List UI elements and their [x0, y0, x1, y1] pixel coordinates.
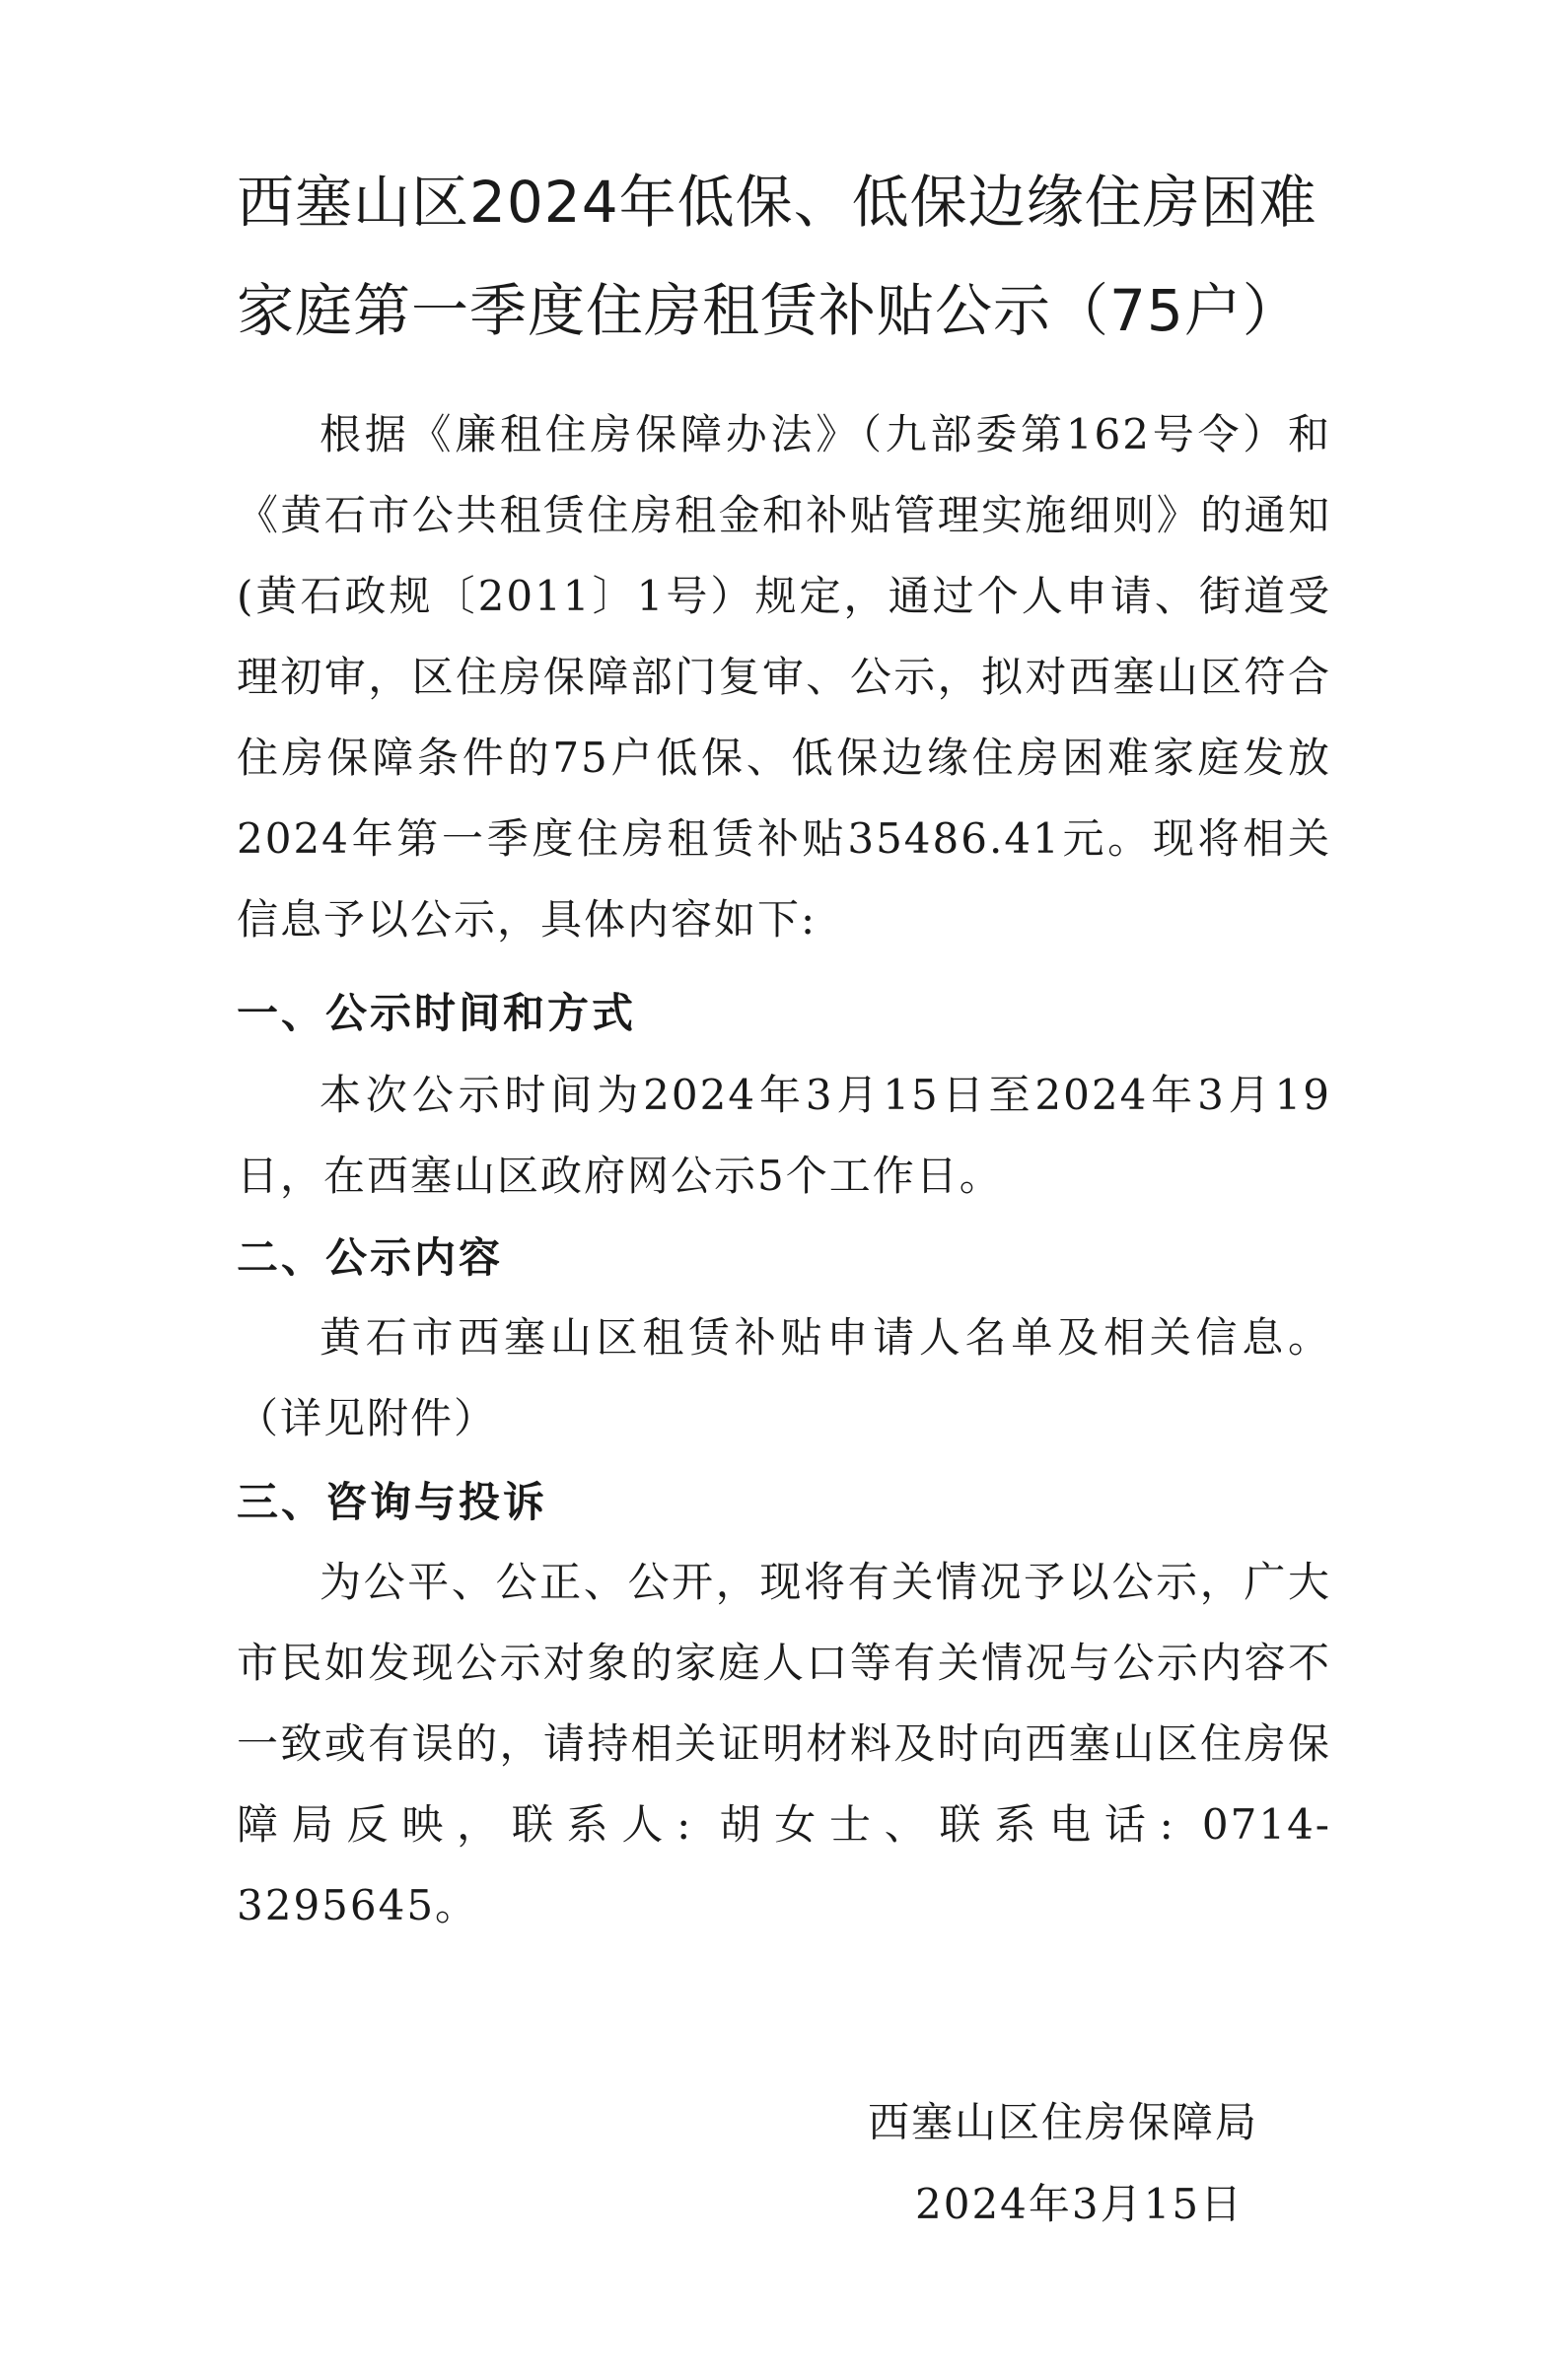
section-text-content: 黄石市西塞山区租赁补贴申请人名单及相关信息。（详见附件） [237, 1313, 1331, 1442]
section-heading-content: 二、公示内容 [237, 1233, 504, 1282]
signature-organization: 西塞山区住房保障局 [868, 2098, 1259, 2146]
section-heading-complaint: 三、咨询与投诉 [237, 1478, 548, 1526]
section-text-complaint: 为公平、公正、公开，现将有关情况予以公示，广大市民如发现公示对象的家庭人口等有关情况与公示内容不一致或有误的，请持相关证明材料及时向西塞山区住房保障局反映，联系人: 胡女士、联系电话: 0714-3295645。 [237, 1558, 1331, 1929]
section-text-time: 本次公示时间为2024年3月15日至2024年3月19日，在西塞山区政府网公示5个工作日。 [237, 1071, 1331, 1200]
section-heading-time: 一、公示时间和方式 [237, 989, 637, 1037]
title-line-2: 家庭第一季度住房租赁补贴公示（75户） [237, 277, 1301, 344]
document-title [237, 148, 1361, 365]
title-line-1: 西塞山区2024年低保、低保边缘住房困难 [237, 169, 1317, 236]
intro-paragraph: 根据《廉租住房保障办法》（九部委第162号令）和《黄石市公共租赁住房租金和补贴管理实施细则》的通知(黄石政规〔2011〕1号）规定，通过个人申请、街道受理初审，区住房保障部门复审、公示，拟对西塞山区符合住房保障条件的75户低保、低保边缘住房困难家庭发放2024年第一季度住房租赁补贴35486.41元。现将相关信息予以公示，具体内容如下: [237, 410, 1331, 944]
signature-date: 2024年3月15日 [915, 2180, 1245, 2228]
